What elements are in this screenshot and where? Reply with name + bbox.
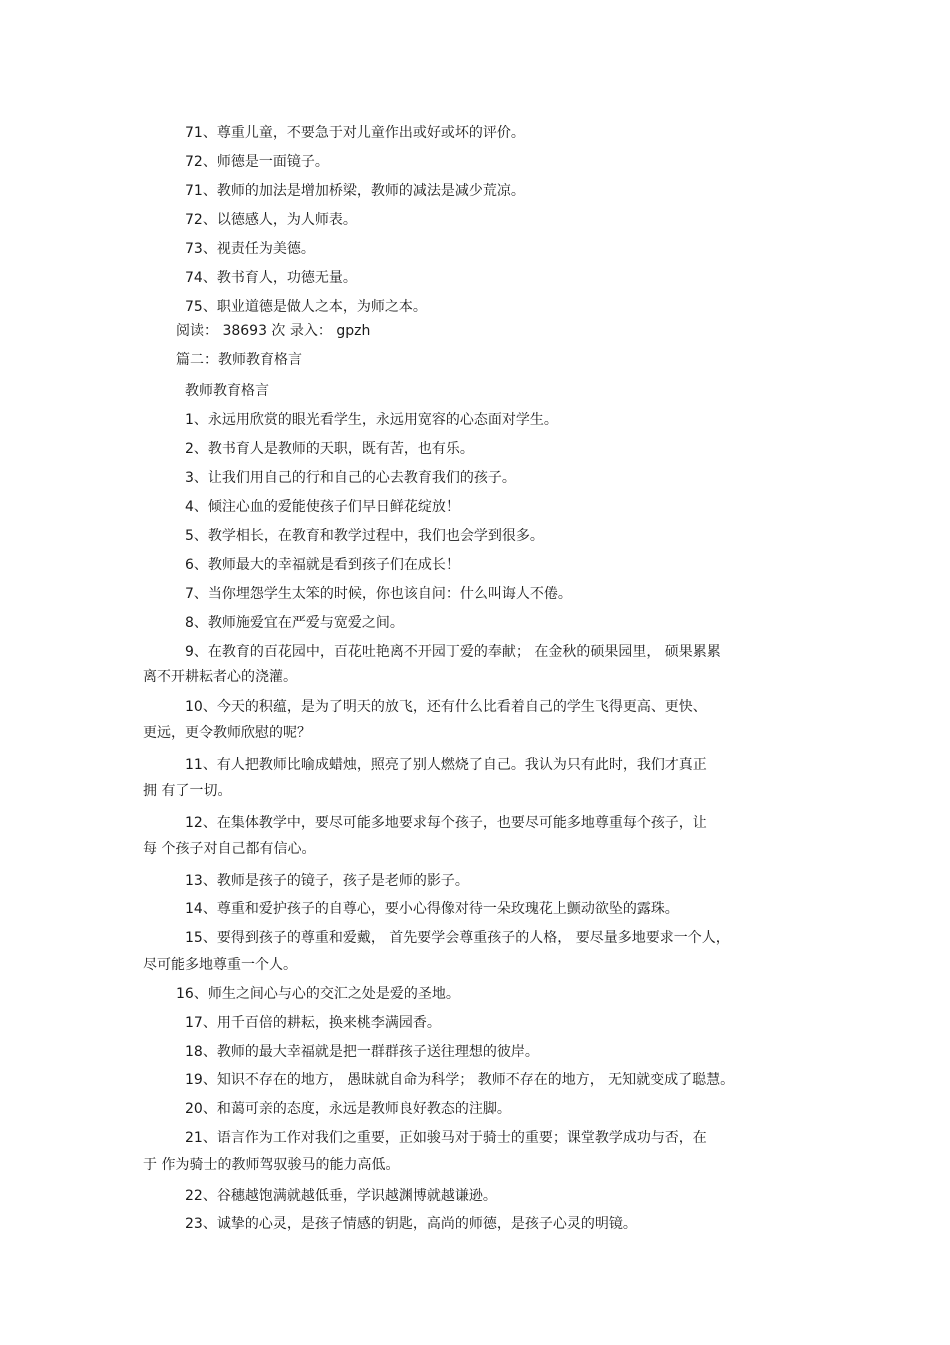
text-line: 8、教师施爱宜在严爱与宽爱之间。 (185, 615, 404, 631)
text-line: 尽可能多地尊重一个人。 (143, 957, 297, 973)
text-line: 1、永远用欣赏的眼光看学生，永远用宽容的心态面对学生。 (185, 412, 558, 428)
text-line: 更远，更令教师欣慰的呢？ (143, 725, 311, 741)
text-line: 于 作为骑士的教师驾驭骏马的能力高低。 (143, 1157, 400, 1173)
text-line: 72、师德是一面镜子。 (185, 154, 329, 170)
text-line: 3、让我们用自己的行和自己的心去教育我们的孩子。 (185, 470, 516, 486)
text-line: 2、教书育人是教师的天职，既有苦，也有乐。 (185, 441, 474, 457)
text-line: 72、以德感人，为人师表。 (185, 212, 357, 228)
text-line: 16、师生之间心与心的交汇之处是爱的圣地。 (176, 986, 460, 1002)
text-line: 75、职业道德是做人之本，为师之本。 (185, 299, 427, 315)
text-line: 20、和蔼可亲的态度，永远是教师良好教态的注脚。 (185, 1101, 511, 1117)
text-line: 5、教学相长，在教育和教学过程中，我们也会学到很多。 (185, 528, 544, 544)
text-line: 离不开耕耘者心的浇灌。 (143, 669, 297, 685)
section-heading: 篇二：教师教育格言 (176, 352, 302, 368)
text-line: 21、语言作为工作对我们之重要，正如骏马对于骑士的重要；课堂教学成功与否，在 (185, 1130, 707, 1146)
text-line: 11、有人把教师比喻成蜡烛，照亮了别人燃烧了自己。我认为只有此时，我们才真正 (185, 757, 707, 773)
text-line: 4、倾注心血的爱能使孩子们早日鲜花绽放！ (185, 499, 460, 515)
text-line: 7、当你埋怨学生太笨的时候，你也该自问：什么叫诲人不倦。 (185, 586, 572, 602)
sub-heading: 教师教育格言 (185, 383, 269, 399)
text-line: 14、尊重和爱护孩子的自尊心，要小心得像对待一朵玫瑰花上颤动欲坠的露珠。 (185, 901, 679, 917)
text-line: 12、在集体教学中，要尽可能多地要求每个孩子，也要尽可能多地尊重每个孩子，让 (185, 815, 707, 831)
text-line: 73、视责任为美德。 (185, 241, 315, 257)
text-line: 71、教师的加法是增加桥梁，教师的减法是减少荒凉。 (185, 183, 525, 199)
text-line: 每 个孩子对自己都有信心。 (143, 841, 316, 857)
text-line: 15、要得到孩子的尊重和爱戴， 首先要学会尊重孩子的人格， 要尽量多地要求一个人， (185, 930, 730, 946)
text-line: 9、在教育的百花园中，百花吐艳离不开园丁爱的奉献； 在金秋的硕果园里， 硕果累累 (185, 644, 721, 660)
text-line: 13、教师是孩子的镜子，孩子是老师的影子。 (185, 873, 469, 889)
text-line: 拥 有了一切。 (143, 783, 232, 799)
text-line: 22、谷穗越饱满就越低垂，学识越渊博就越谦逊。 (185, 1188, 497, 1204)
text-line: 23、诚挚的心灵，是孩子情感的钥匙，高尚的师德，是孩子心灵的明镜。 (185, 1216, 637, 1232)
text-line: 17、用千百倍的耕耘，换来桃李满园香。 (185, 1015, 441, 1031)
text-line: 19、知识不存在的地方， 愚昧就自命为科学； 教师不存在的地方， 无知就变成了聪慧。 (185, 1072, 735, 1088)
text-line: 74、教书育人，功德无量。 (185, 270, 357, 286)
text-line: 71、尊重儿童，不要急于对儿童作出或好或坏的评价。 (185, 125, 525, 141)
read-count-line: 阅读： 38693 次 录入： gpzh (176, 323, 371, 339)
text-line: 10、今天的积蕴，是为了明天的放飞，还有什么比看着自己的学生飞得更高、更快、 (185, 699, 707, 715)
text-line: 18、教师的最大幸福就是把一群群孩子送往理想的彼岸。 (185, 1044, 539, 1060)
text-line: 6、教师最大的幸福就是看到孩子们在成长！ (185, 557, 460, 573)
